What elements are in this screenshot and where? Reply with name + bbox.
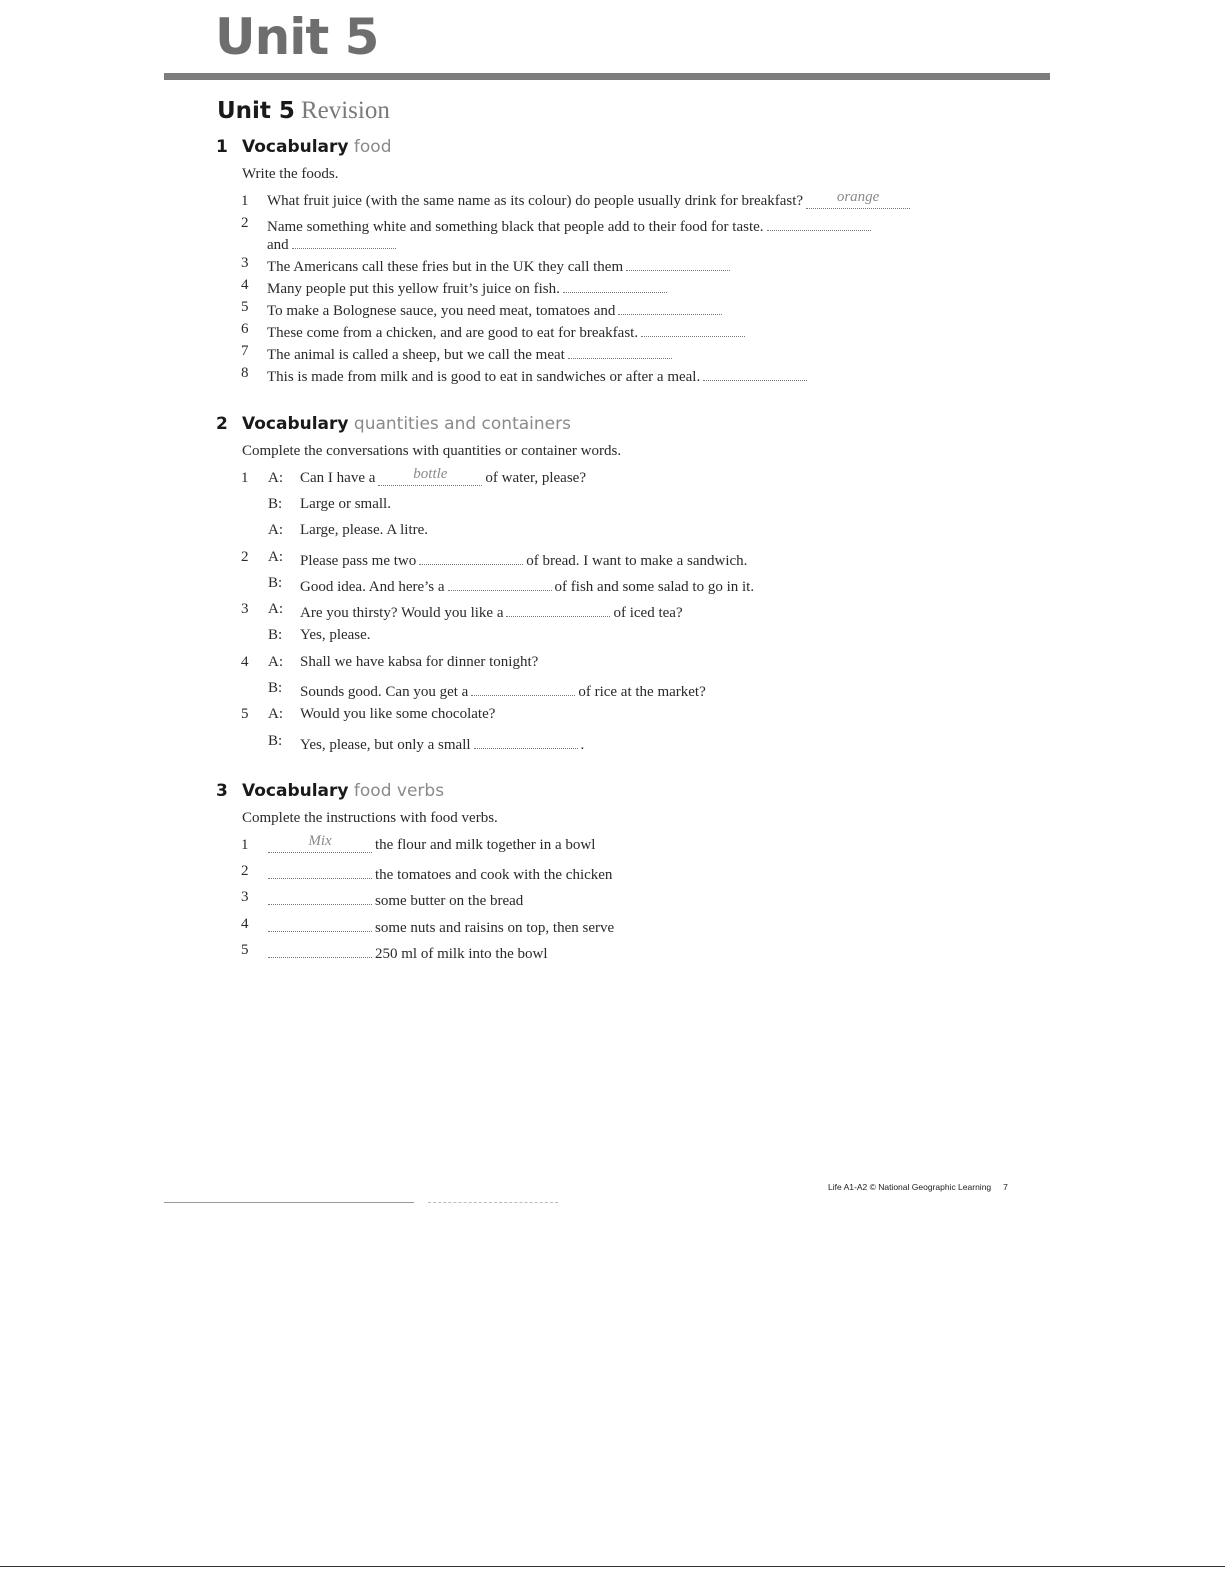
question-text: To make a Bolognese sauce, you need meat, tomatoes and — [267, 303, 616, 319]
instruction-text: the flour and milk together in a bowl — [375, 837, 596, 853]
dialogue-text: Yes, please. — [300, 627, 371, 643]
item-number: 3 — [241, 601, 249, 617]
question-text: The Americans call these fries but in the UK they call them — [267, 259, 624, 275]
item-number: 1 — [241, 837, 249, 853]
section-number: 2 — [216, 414, 228, 434]
item-number: 6 — [241, 321, 249, 337]
answer-blank[interactable] — [268, 862, 372, 879]
footer-rule — [164, 1202, 414, 1203]
section-keyword: Vocabulary — [242, 414, 349, 434]
dialogue-text: Sounds good. Can you get a — [300, 684, 469, 700]
verb-item-2 — [265, 862, 612, 884]
dialogue-text: . — [580, 737, 585, 753]
verb-item-5 — [265, 941, 548, 963]
answer-blank[interactable] — [474, 732, 578, 749]
dialogue-line — [300, 626, 371, 644]
item-number: 8 — [241, 365, 249, 381]
dialogue-text: Yes, please, but only a small — [300, 737, 471, 753]
footer-credit: Life A1-A2 © National Geographic Learning — [828, 1182, 992, 1192]
scan-bottom-edge — [0, 1566, 1225, 1567]
item-number: 3 — [241, 889, 249, 905]
item-number: 4 — [241, 277, 249, 293]
dialogue-line — [300, 732, 584, 754]
dialogue-text: Please pass me two — [300, 553, 417, 569]
answer-blank[interactable] — [471, 679, 575, 696]
speaker-label: A: — [268, 522, 283, 538]
instruction-text: the tomatoes and cook with the chicken — [375, 867, 613, 883]
answer-blank[interactable] — [378, 466, 482, 486]
page-number: 7 — [1003, 1182, 1008, 1192]
item-number: 5 — [241, 942, 249, 958]
verb-item-1 — [265, 833, 596, 854]
question-8 — [267, 364, 810, 386]
question-3 — [267, 254, 733, 276]
question-7 — [267, 342, 675, 364]
answer-blank[interactable] — [268, 915, 372, 932]
question-text: The animal is called a sheep, but we call the meat — [267, 347, 565, 363]
dialogue-text: Are you thirsty? Would you like a — [300, 605, 504, 621]
question-text: and — [267, 237, 289, 253]
question-text: Name something white and something black that people add to their food for taste. — [267, 219, 764, 235]
question-text: What fruit juice (with the same name as its colour) do people usually drink for breakfast? — [267, 193, 804, 209]
answer-blank[interactable] — [292, 232, 396, 249]
item-number: 1 — [241, 193, 249, 209]
dialogue-text: Shall we have kabsa for dinner tonight? — [300, 654, 539, 670]
dialogue-line — [300, 574, 754, 596]
answer-blank[interactable] — [448, 574, 552, 591]
answer-blank[interactable] — [618, 298, 722, 315]
item-number: 7 — [241, 343, 249, 359]
item-number: 2 — [241, 215, 249, 231]
answer-blank[interactable] — [626, 254, 730, 271]
question-text: Many people put this yellow fruit’s juice on fish. — [267, 281, 560, 297]
section-3-heading — [216, 781, 444, 801]
item-number: 5 — [241, 706, 249, 722]
example-answer: Mix — [308, 833, 332, 849]
answer-blank[interactable] — [641, 320, 745, 337]
speaker-label: A: — [268, 654, 283, 670]
question-4 — [267, 276, 670, 298]
speaker-label: B: — [268, 627, 283, 643]
dialogue-line — [300, 653, 538, 671]
dialogue-text: Would you like some chocolate? — [300, 706, 496, 722]
dialogue-text: of water, please? — [485, 470, 586, 486]
section-2-instruction: Complete the conversations with quantities or container words. — [242, 443, 622, 459]
section-1-instruction: Write the foods. — [242, 166, 339, 182]
item-number: 4 — [241, 654, 249, 670]
section-topic: food verbs — [353, 781, 445, 801]
answer-blank[interactable] — [419, 548, 523, 565]
page-footer — [828, 1182, 1008, 1192]
section-1-heading — [216, 137, 391, 157]
dialogue-line — [300, 466, 586, 487]
answer-blank[interactable] — [806, 189, 910, 209]
question-5 — [267, 298, 725, 320]
verb-item-3 — [265, 888, 523, 910]
section-2-heading — [216, 414, 571, 434]
answer-blank[interactable] — [703, 364, 807, 381]
example-answer: orange — [836, 189, 880, 205]
instruction-text: some butter on the bread — [375, 893, 524, 909]
instruction-text: some nuts and raisins on top, then serve — [375, 920, 615, 936]
dialogue-text: Can I have a — [300, 470, 376, 486]
answer-blank[interactable] — [506, 600, 610, 617]
example-answer: bottle — [413, 466, 448, 482]
footer-rule-faint — [428, 1202, 558, 1204]
dialogue-text: of rice at the market? — [578, 684, 706, 700]
speaker-label: B: — [268, 680, 283, 696]
revision-title-unit: Unit 5 — [217, 98, 295, 124]
answer-blank[interactable] — [568, 342, 672, 359]
item-number: 3 — [241, 255, 249, 271]
dialogue-text: of bread. I want to make a sandwich. — [526, 553, 748, 569]
section-topic: quantities and containers — [353, 414, 571, 434]
section-keyword: Vocabulary — [242, 137, 349, 157]
heading-rule — [164, 73, 1050, 80]
item-number: 1 — [241, 470, 249, 486]
question-6 — [267, 320, 748, 342]
question-text: These come from a chicken, and are good to eat for breakfast. — [267, 325, 639, 341]
answer-blank[interactable] — [268, 833, 372, 853]
speaker-label: B: — [268, 575, 283, 591]
section-keyword: Vocabulary — [242, 781, 349, 801]
question-1 — [267, 189, 913, 210]
section-number: 1 — [216, 137, 228, 157]
speaker-label: A: — [268, 549, 283, 565]
dialogue-text: of fish and some salad to go in it. — [554, 579, 755, 595]
dialogue-text: Good idea. And here’s a — [300, 579, 445, 595]
dialogue-line — [300, 495, 391, 513]
speaker-label: A: — [268, 601, 283, 617]
dialogue-line — [300, 548, 747, 570]
item-number: 2 — [241, 863, 249, 879]
dialogue-text: Large or small. — [300, 496, 391, 512]
dialogue-line — [300, 600, 683, 622]
answer-blank[interactable] — [268, 941, 372, 958]
revision-title — [217, 97, 390, 125]
answer-blank[interactable] — [268, 888, 372, 905]
answer-blank[interactable] — [563, 276, 667, 293]
answer-blank[interactable] — [767, 214, 871, 231]
section-3-instruction: Complete the instructions with food verbs. — [242, 810, 498, 826]
dialogue-text: Large, please. A litre. — [300, 522, 429, 538]
verb-item-4 — [265, 915, 614, 937]
unit-heading: Unit 5 — [215, 8, 379, 66]
speaker-label: B: — [268, 496, 283, 512]
section-topic: food — [353, 137, 392, 157]
dialogue-line — [300, 705, 495, 723]
item-number: 4 — [241, 916, 249, 932]
speaker-label: B: — [268, 733, 283, 749]
speaker-label: A: — [268, 470, 283, 486]
question-text: This is made from milk and is good to eat in sandwiches or after a meal. — [267, 369, 701, 385]
instruction-text: 250 ml of milk into the bowl — [375, 946, 548, 962]
revision-title-word: Revision — [300, 97, 390, 124]
section-number: 3 — [216, 781, 228, 801]
dialogue-text: of iced tea? — [613, 605, 683, 621]
dialogue-line — [300, 521, 428, 539]
dialogue-line — [300, 679, 706, 701]
item-number: 5 — [241, 299, 249, 315]
item-number: 2 — [241, 549, 249, 565]
question-2-continued — [267, 232, 399, 254]
speaker-label: A: — [268, 706, 283, 722]
